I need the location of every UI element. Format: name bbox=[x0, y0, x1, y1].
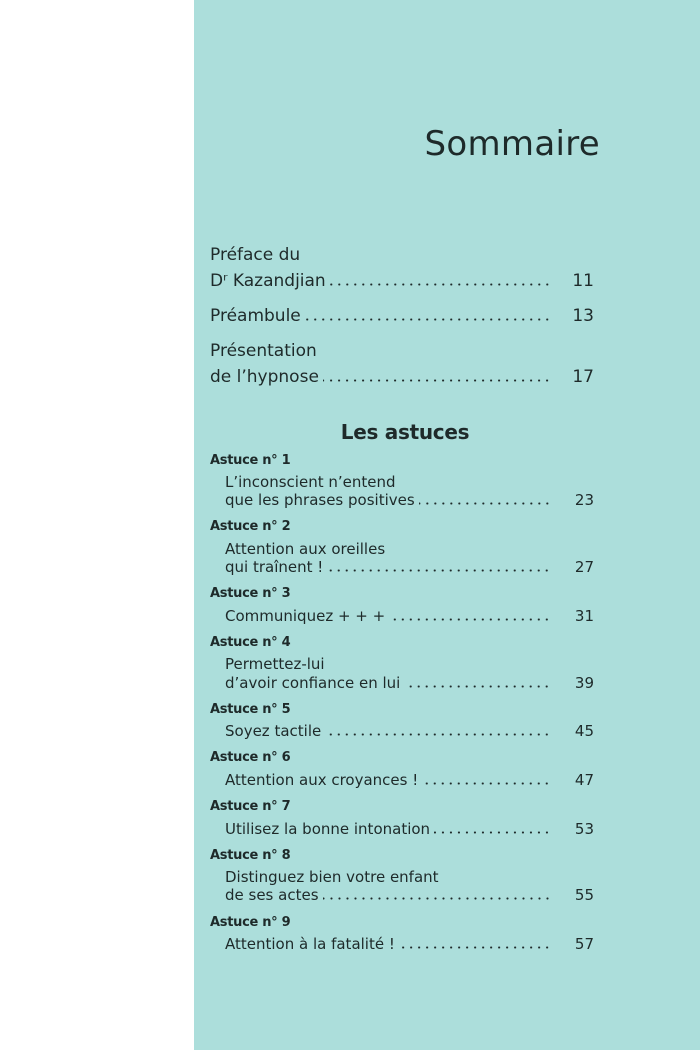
entry-title: de ses actes bbox=[225, 886, 319, 904]
entry-title: de l’hypnose bbox=[210, 367, 319, 387]
dot-leader bbox=[305, 318, 551, 321]
entry-title: Préambule bbox=[210, 306, 301, 326]
toc-entry-line bbox=[210, 341, 557, 361]
entry-title: Communiquez + + + bbox=[225, 607, 386, 625]
toc-entry-line bbox=[210, 367, 594, 387]
toc-entry-line bbox=[210, 245, 557, 265]
entry-title: Soyez tactile bbox=[225, 722, 322, 740]
toc-entry-line bbox=[225, 473, 557, 491]
entry-title: Permettez-lui bbox=[225, 655, 325, 673]
astuce-label: Astuce n° 1 bbox=[210, 453, 291, 468]
astuce-label: Astuce n° 6 bbox=[210, 750, 291, 765]
toc-entry-line bbox=[225, 935, 594, 953]
dot-leader bbox=[399, 946, 551, 949]
dot-leader bbox=[389, 618, 551, 621]
page-number: 53 bbox=[574, 820, 594, 838]
toc-entry-line bbox=[225, 674, 594, 692]
entry-title: L’inconscient n’entend bbox=[225, 473, 396, 491]
toc-entry-line bbox=[225, 558, 594, 576]
section-title: Les astuces bbox=[340, 420, 470, 444]
dot-leader bbox=[422, 782, 551, 785]
page-number: 47 bbox=[574, 771, 594, 789]
page-number: 57 bbox=[574, 935, 594, 953]
page-number: 39 bbox=[574, 674, 594, 692]
page-number: 17 bbox=[572, 367, 594, 387]
entry-title: Attention aux oreilles bbox=[225, 540, 386, 558]
toc-entry-line bbox=[225, 820, 594, 838]
dot-leader bbox=[323, 379, 551, 382]
page-number: 55 bbox=[574, 886, 594, 904]
entry-title: Préface du bbox=[210, 245, 301, 265]
page-title: Sommaire bbox=[424, 124, 600, 164]
dot-leader bbox=[330, 283, 551, 286]
entry-title: Présentation bbox=[210, 341, 317, 361]
entry-title: Dʳ Kazandjian bbox=[210, 271, 326, 291]
page-number: 45 bbox=[574, 722, 594, 740]
page-number: 13 bbox=[572, 306, 594, 326]
page-number: 23 bbox=[574, 491, 594, 509]
dot-leader bbox=[434, 831, 551, 834]
entry-title: Distinguez bien votre enfant bbox=[225, 868, 439, 886]
entry-title: Attention à la fatalité ! bbox=[225, 935, 395, 953]
toc-entry-line bbox=[225, 607, 594, 625]
astuce-label: Astuce n° 8 bbox=[210, 848, 291, 863]
dot-leader bbox=[404, 685, 551, 688]
astuce-label: Astuce n° 7 bbox=[210, 799, 291, 814]
astuce-label: Astuce n° 4 bbox=[210, 635, 291, 650]
dot-leader bbox=[325, 733, 551, 736]
entry-title: que les phrases positives bbox=[225, 491, 415, 509]
toc-entry-line bbox=[225, 655, 557, 673]
astuce-label: Astuce n° 5 bbox=[210, 702, 291, 717]
astuce-label: Astuce n° 9 bbox=[210, 915, 291, 930]
toc-entry-line bbox=[225, 771, 594, 789]
astuce-label: Astuce n° 3 bbox=[210, 586, 291, 601]
dot-leader bbox=[327, 569, 551, 572]
entry-title: Utilisez la bonne intonation bbox=[225, 820, 431, 838]
astuce-label: Astuce n° 2 bbox=[210, 519, 291, 534]
toc-entry-line bbox=[225, 886, 594, 904]
page-number: 31 bbox=[574, 607, 594, 625]
toc-entry-line bbox=[225, 491, 594, 509]
page-number: 27 bbox=[574, 558, 594, 576]
dot-leader bbox=[419, 502, 551, 505]
dot-leader bbox=[323, 897, 551, 900]
page-number: 11 bbox=[572, 271, 594, 291]
toc-entry-line bbox=[225, 722, 594, 740]
toc-entry-line bbox=[210, 271, 594, 291]
toc-entry-line bbox=[225, 540, 557, 558]
entry-title: Attention aux croyances ! bbox=[225, 771, 419, 789]
toc-entry-line bbox=[210, 306, 594, 326]
entry-title: d’avoir confiance en lui bbox=[225, 674, 401, 692]
entry-title: qui traînent ! bbox=[225, 558, 324, 576]
toc-entry-line bbox=[225, 868, 557, 886]
